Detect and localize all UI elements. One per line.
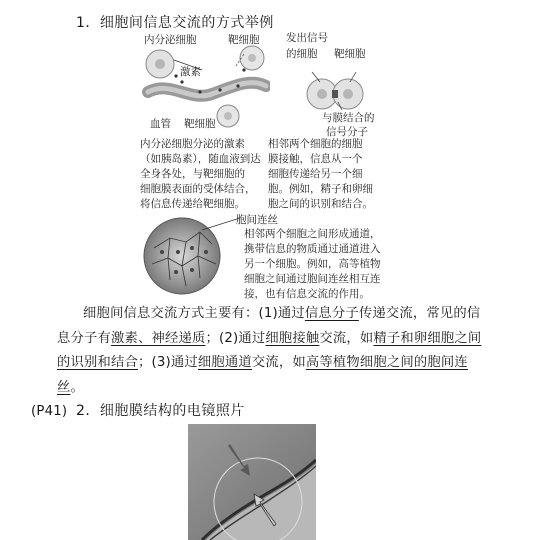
caption-line: 细胞膜表面的受体结合， [140, 183, 256, 195]
answer-plasmodesmata: 高等植物细胞之间的胞间连丝 [57, 355, 468, 395]
caption-line: 另一个细胞。例如，高等植物 [244, 258, 381, 270]
label-sending-cell-1: 发出信号 [286, 32, 328, 44]
caption-line: 相邻两个细胞之间形成通道， [244, 228, 381, 240]
para-text: 交流，如 [319, 330, 374, 346]
para-text: 细胞间信息交流方式主要有：(1)通过 [83, 306, 305, 321]
caption-line: 胞之间的识别和结合。 [268, 198, 373, 210]
label-vessel: 血管 [150, 118, 171, 130]
answer-cell-contact: 细胞接触 [265, 330, 320, 346]
caption-line: （如胰岛素），随血液到达 [140, 153, 261, 165]
answer-cell-channel: 细胞通道 [197, 355, 252, 370]
caption-line: 接，也有信息交流的作用。 [244, 288, 370, 300]
figure-plasmodesmata [140, 208, 250, 298]
label-signal-molecule-2: 信号分子 [326, 126, 368, 138]
em-photo-image [188, 424, 316, 540]
para-text: ；(2)通过 [205, 330, 266, 346]
label-target-cell-b: 靶细胞 [334, 48, 366, 60]
figure-cell-contact [282, 32, 382, 138]
label-signal-molecule-1: 与膜结合的 [322, 112, 375, 124]
para-text: ；(3)通过 [137, 355, 198, 370]
caption-plasmodesmata [244, 227, 384, 302]
section-heading-1: 1．细胞间信息交流的方式举例 [76, 15, 274, 31]
caption-line: 相邻两个细胞的细胞 [268, 138, 363, 150]
answer-hormone-neurotransmitter: 激素、神经递质 [111, 330, 206, 346]
caption-line: 携带信息的物质通过通道进入 [244, 243, 381, 255]
label-hormone: 激素 [180, 66, 201, 78]
plasmodesmata-micrograph [140, 208, 250, 298]
section-heading-2: 2．细胞膜结构的电镜照片 [76, 403, 245, 419]
caption-line: 全身各处，与靶细胞的 [140, 168, 245, 180]
caption-endocrine [140, 137, 265, 212]
answer-info-molecule: 信息分子 [304, 306, 359, 321]
para-text: 交流，如 [251, 355, 306, 370]
label-plasmodesmata: 胞间连丝 [236, 214, 278, 226]
para-text: 。 [70, 379, 84, 395]
label-secreting-cell: 内分泌细胞 [144, 34, 197, 46]
caption-line: 膜接触，信息从一个 [268, 153, 363, 165]
page-reference: (P41) [31, 404, 68, 419]
caption-line: 内分泌细胞分泌的激素 [140, 138, 245, 150]
para-text: 传递交流，常见的信息分子有 [57, 306, 481, 346]
membrane-em-photo [188, 424, 316, 540]
caption-line: 将信息传递给靶细胞。 [140, 198, 245, 210]
figure-endocrine-signaling [140, 36, 270, 136]
label-target-cell: 靶细胞 [228, 34, 260, 46]
answer-sperm-egg: 精子和卵细胞之间的识别和结合 [57, 330, 482, 370]
caption-cell-contact [268, 137, 378, 212]
label-target-cell-2: 靶细胞 [184, 118, 216, 130]
caption-line: 细胞之间通过胞间连丝相互连 [244, 273, 381, 285]
label-sending-cell-2: 的细胞 [286, 48, 318, 60]
caption-line: 细胞传递给另一个细 [268, 168, 363, 180]
caption-line: 胞。例如，精子和卵细 [268, 183, 373, 195]
